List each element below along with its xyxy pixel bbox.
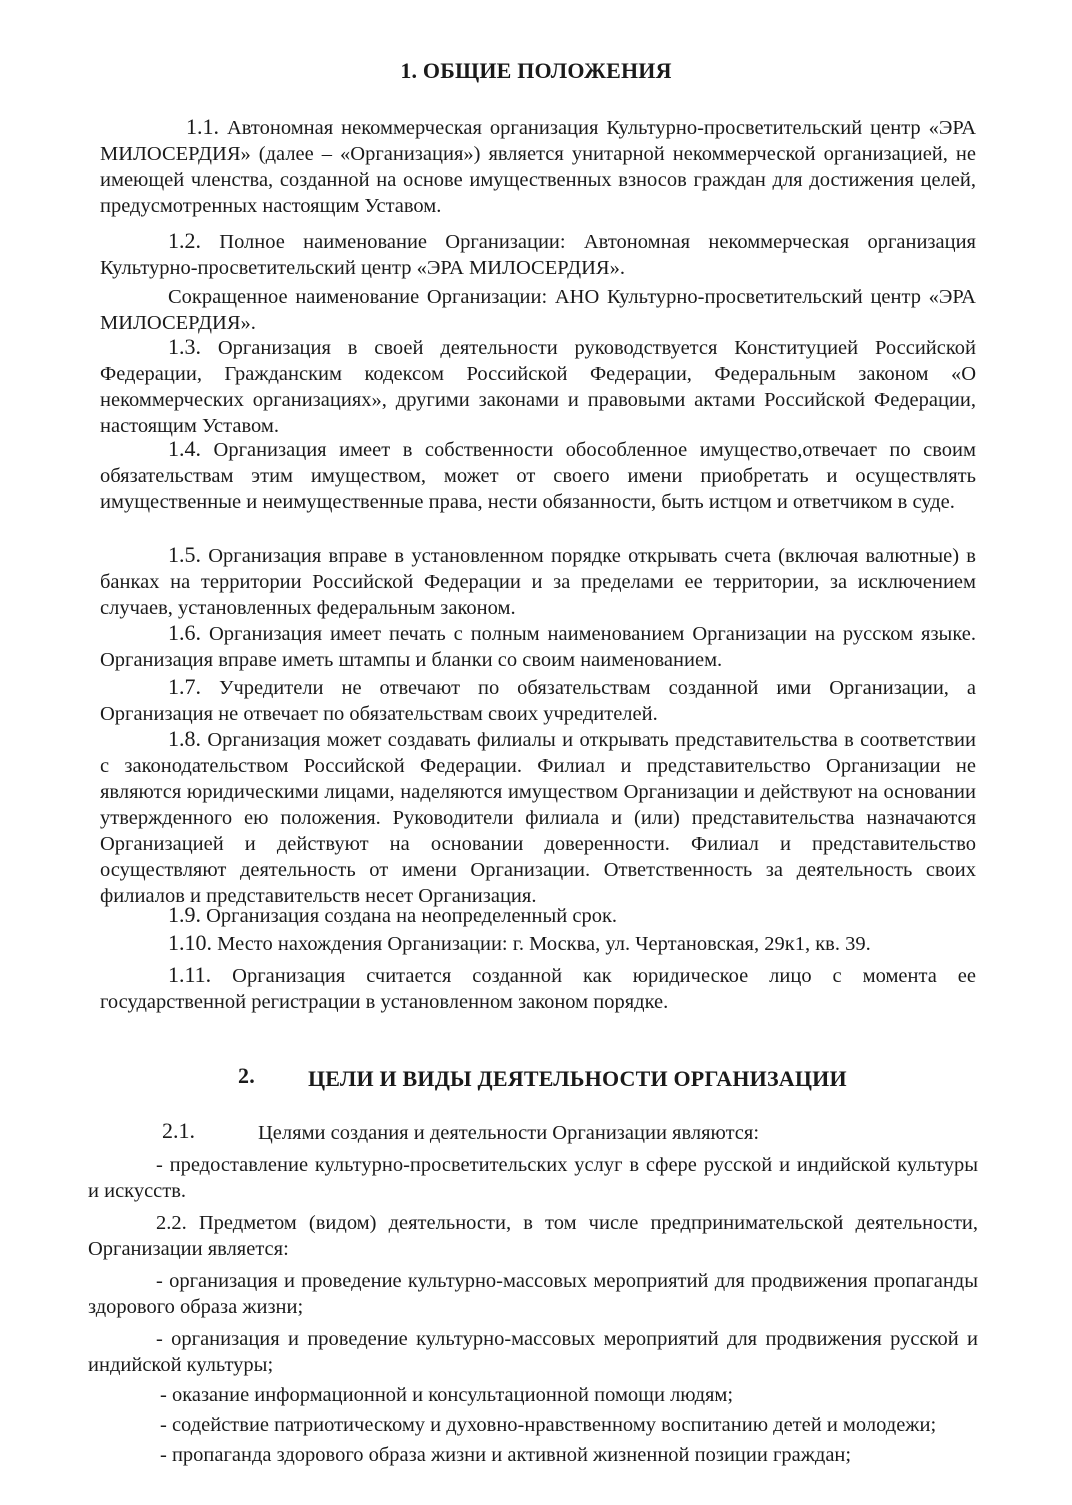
- item-text: Автономная некоммерческая организация Культурно-просветительский центр «ЭРА МИЛОСЕРДИЯ» (далее – «Организация») является унитарной некоммерческой организацией, не имеющей членства, созданной на основе имущественных взносов граждан для достижения целей, предусмотренных настоящим Уставом.: [100, 117, 976, 217]
- item-text: Учредители не отвечают по обязательствам созданной ими Организации, а Организация не отвечает по обязательствам своих учредителей.: [100, 677, 976, 725]
- paragraph-1-4: [100, 436, 976, 515]
- section-1-heading: 1. ОБЩИЕ ПОЛОЖЕНИЯ: [400, 58, 672, 83]
- paragraph-1-2-short-name: [100, 284, 976, 336]
- item-text: Организация создана на неопределенный срок.: [201, 905, 618, 927]
- activity-item: - организация и проведение культурно-массовых мероприятий для продвижения пропаганды здорового образа жизни;: [88, 1270, 978, 1318]
- item-text: Организация в своей деятельности руководствуется Конституцией Российской Федерации, Гражданским кодексом Российской Федерации, Федеральным законом «О некоммерческих организациях», другими законами и правовыми актами Российской Федерации, настоящим Уставом.: [100, 337, 976, 437]
- item-number: 1.4.: [168, 436, 201, 461]
- item-2-1-number: [162, 1118, 195, 1145]
- paragraph-1-6: [100, 620, 976, 673]
- section-2-heading: ЦЕЛИ И ВИДЫ ДЕЯТЕЛЬНОСТИ ОРГАНИЗАЦИИ: [308, 1066, 847, 1091]
- item-text: Место нахождения Организации: г. Москва, ул. Чертановская, 29к1, кв. 39.: [212, 933, 871, 955]
- item-text: Организация может создавать филиалы и открывать представительства в соответствии с законодательством Российской Федерации. Филиал и представительство Организации не являются юридическими лицами, наделяются имуществом Организации и действуют на основании утвержденного ею положения. Руководители филиала и (или) представительства назначаются Организацией и действуют на основании доверенности. Филиал и представительство осуществляют деятельность от имени Организации. Ответственность за деятельность своих филиалов и представительств несет Организация.: [100, 729, 976, 907]
- item-text: Организация вправе в установленном порядке открывать счета (включая валютные) в банках на территории Российской Федерации и за пределами ее территории, за исключением случаев, установленных федеральным законом.: [100, 545, 976, 619]
- item-number: 1.1.: [186, 114, 219, 139]
- item-number: 1.11.: [168, 962, 212, 987]
- item-text: Сокращенное наименование Организации: АНО Культурно-просветительский центр «ЭРА МИЛОСЕРДИЯ».: [100, 286, 976, 334]
- activity-item: - содействие патриотическому и духовно-нравственному воспитанию детей и молодежи;: [160, 1414, 937, 1436]
- paragraph-1-3: [100, 334, 976, 439]
- item-number: 1.2.: [168, 228, 201, 253]
- paragraph-1-8: [100, 726, 976, 909]
- paragraph-1-7: [100, 674, 976, 727]
- section-2-number: 2.: [238, 1063, 255, 1088]
- goal-item: - предоставление культурно-просветительских услуг в сфере русской и индийской культуры и искусств.: [88, 1154, 978, 1202]
- item-text: Организация имеет в собственности обособленное имущество,отвечает по своим обязательствам этим имуществом, может от своего имени приобретать и осуществлять имущественные и неимущественные права, нести обязанности, быть истцом и ответчиком в суде.: [100, 439, 976, 513]
- paragraph-1-5: [100, 542, 976, 621]
- item-2-1-text: Целями создания и деятельности Организации являются:: [258, 1122, 760, 1144]
- item-text: Полное наименование Организации: Автономная некоммерческая организация Культурно-просветительский центр «ЭРА МИЛОСЕРДИЯ».: [100, 231, 976, 279]
- item-number: 1.6.: [168, 620, 201, 645]
- paragraph-1-10: [100, 930, 976, 957]
- paragraph-2-2: 2.2. Предметом (видом) деятельности, в том числе предпринимательской деятельности, Организации является:: [88, 1212, 978, 1260]
- item-number: 1.7.: [168, 674, 201, 699]
- activity-item: - организация и проведение культурно-массовых мероприятий для продвижения русской и индийской культуры;: [88, 1328, 978, 1376]
- paragraph-1-2: [100, 228, 976, 281]
- paragraph-1-9: [100, 902, 976, 929]
- paragraph-1-1: [100, 114, 976, 219]
- item-number: 1.3.: [168, 334, 201, 359]
- paragraph-1-11: [100, 962, 976, 1015]
- item-number: 1.10.: [168, 930, 212, 955]
- item-text: Организация имеет печать с полным наименованием Организации на русском языке. Организация вправе иметь штампы и бланки со своим наименованием.: [100, 623, 976, 671]
- item-text: Организация считается созданной как юридическое лицо с момента ее государственной регистрации в установленном законом порядке.: [100, 965, 976, 1013]
- item-number: 1.8.: [168, 726, 201, 751]
- activity-item: - оказание информационной и консультационной помощи людям;: [160, 1384, 734, 1406]
- activity-item: - пропаганда здорового образа жизни и активной жизненной позиции граждан;: [160, 1444, 852, 1466]
- item-number: 1.5.: [168, 542, 201, 567]
- item-number: 2.1.: [162, 1118, 195, 1143]
- item-number: 1.9.: [168, 902, 201, 927]
